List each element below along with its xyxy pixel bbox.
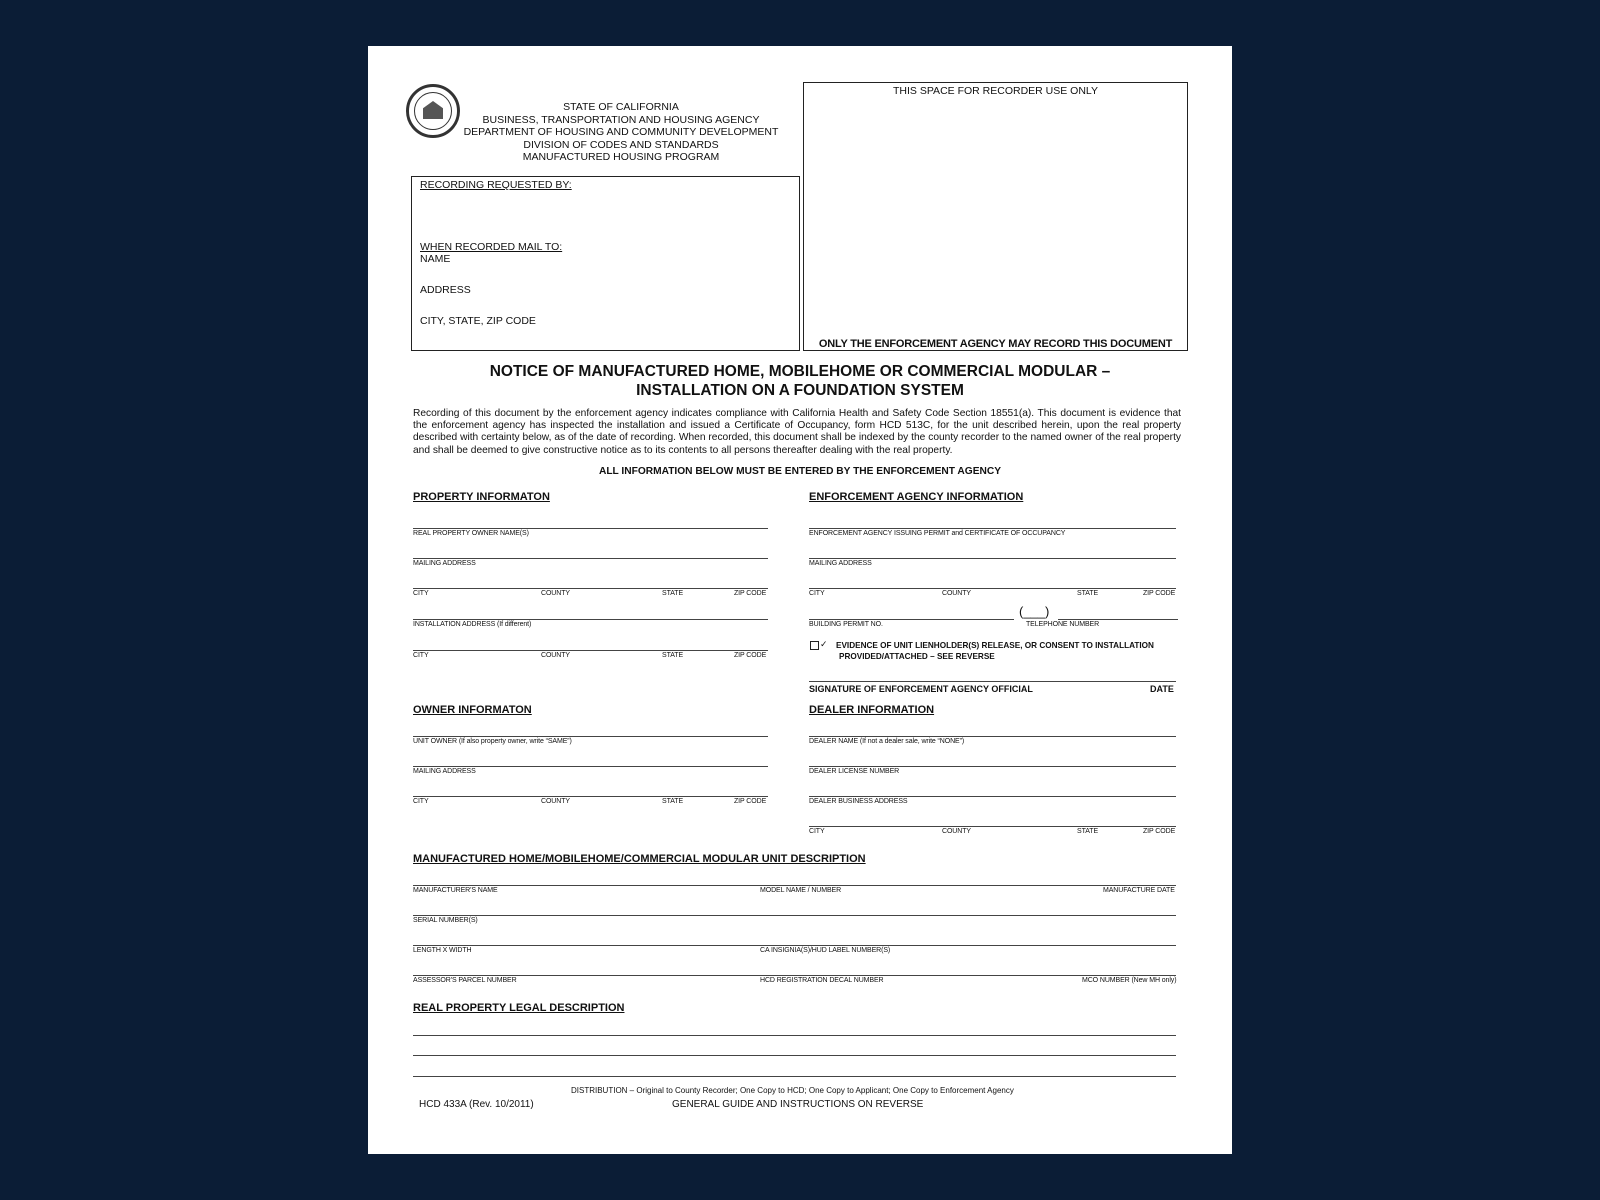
property-mailing-caption: MAILING ADDRESS [413, 560, 476, 567]
agency-line: MANUFACTURED HOUSING PROGRAM [522, 151, 720, 164]
general-guide-note: GENERAL GUIDE AND INSTRUCTIONS ON REVERSE [672, 1099, 924, 1110]
unit-description-heading: MANUFACTURED HOME/MOBILEHOME/COMMERCIAL MODULAR UNIT DESCRIPTION [413, 853, 866, 865]
phone-area-code-paren: (___) [1019, 604, 1050, 619]
agency-header [456, 101, 786, 164]
legal-description-heading: REAL PROPERTY LEGAL DESCRIPTION [413, 1002, 625, 1014]
dealer-business-field[interactable] [809, 796, 1176, 797]
agency-city-field[interactable] [809, 588, 1176, 589]
owner-state-caption: STATE [662, 798, 684, 805]
lienholder-evidence-line-1: EVIDENCE OF UNIT LIENHOLDER(S) RELEASE, OR CONSENT TO INSTALLATION [836, 641, 1154, 650]
date-caption: DATE [1150, 684, 1174, 694]
recorder-use-label: THIS SPACE FOR RECORDER USE ONLY [893, 85, 1098, 97]
unit-owner-caption: UNIT OWNER (If also property owner, write “SAME”) [413, 738, 572, 745]
form-number: HCD 433A (Rev. 10/2011) [419, 1099, 534, 1110]
owner-mailing-caption: MAILING ADDRESS [413, 768, 476, 775]
must-be-entered-notice: ALL INFORMATION BELOW MUST BE ENTERED BY THE ENFORCEMENT AGENCY [598, 466, 1002, 477]
dealer-city-caption: CITY [809, 828, 825, 835]
recorder-use-box [803, 82, 1188, 351]
mco-number-caption: MCO NUMBER (New MH only) [1082, 977, 1177, 984]
agency-line: DEPARTMENT OF HOUSING AND COMMUNITY DEVELOPMENT [463, 126, 779, 139]
recording-requested-box [411, 176, 800, 351]
telephone-field[interactable] [1058, 619, 1178, 620]
property-state-caption: STATE [662, 590, 684, 597]
form-page [368, 46, 1232, 1154]
agency-mailing-caption: MAILING ADDRESS [809, 560, 872, 567]
dealer-city-field[interactable] [809, 826, 1176, 827]
unit-owner-field[interactable] [413, 736, 768, 737]
dealer-zip-caption: ZIP CODE [1143, 828, 1176, 835]
property-city-caption: CITY [413, 590, 429, 597]
serial-number-caption: SERIAL NUMBER(S) [413, 917, 478, 924]
dealer-business-caption: DEALER BUSINESS ADDRESS [809, 798, 908, 805]
lienholder-evidence-line-2: PROVIDED/ATTACHED – SEE REVERSE [839, 652, 995, 661]
owner-info-heading: OWNER INFORMATON [413, 704, 532, 716]
hcd-seal-logo [406, 84, 460, 138]
agency-line: DIVISION OF CODES AND STANDARDS [523, 138, 719, 151]
owner-city-caption: CITY [413, 798, 429, 805]
issuing-agency-caption: ENFORCEMENT AGENCY ISSUING PERMIT and CERTIFICATE OF OCCUPANCY [809, 530, 1066, 537]
dealer-state-caption: STATE [1077, 828, 1099, 835]
owner-names-caption: REAL PROPERTY OWNER NAME(S) [413, 530, 529, 537]
title-line-1: NOTICE OF MANUFACTURED HOME, MOBILEHOME OR COMMERCIAL MODULAR – [489, 363, 1111, 380]
install-city-field[interactable] [413, 650, 768, 651]
intro-paragraph: Recording of this document by the enforcement agency indicates compliance with California Health and Safety Code Section 18551(a). This document is evidence that the enforcement agency has inspected the installation and issued a Certificate of Occupancy, form HCD 513C, for the unit described herein, upon the real property described with certainty below, as of the date of recording. When recorded, this document shall be indexed by the county recorder to the named owner of the real property and shall be deemed to give constructive notice as to its contents to all persons thereafter dealing with the real property. [413, 408, 1181, 456]
telephone-caption: TELEPHONE NUMBER [1026, 621, 1100, 628]
owner-zip-caption: ZIP CODE [734, 798, 767, 805]
agency-state-caption: STATE [1077, 590, 1099, 597]
legal-description-line-3[interactable] [413, 1076, 1176, 1077]
owner-names-field[interactable] [413, 528, 768, 529]
manufacturer-row-field[interactable] [413, 885, 1176, 886]
length-width-field[interactable] [413, 945, 1176, 946]
agency-line: STATE OF CALIFORNIA [563, 101, 679, 113]
model-caption: MODEL NAME / NUMBER [760, 887, 842, 894]
city-state-zip-label: CITY, STATE, ZIP CODE [420, 315, 536, 327]
installation-address-caption: INSTALLATION ADDRESS (If different) [413, 621, 532, 628]
parcel-number-field[interactable] [413, 975, 1176, 976]
owner-mailing-field[interactable] [413, 766, 768, 767]
agency-city-caption: CITY [809, 590, 825, 597]
manufacturer-caption: MANUFACTURER'S NAME [413, 887, 498, 894]
signature-field[interactable] [809, 681, 1176, 682]
recording-requested-label: RECORDING REQUESTED BY: [420, 179, 572, 191]
dealer-county-caption: COUNTY [942, 828, 971, 835]
decal-number-caption: HCD REGISTRATION DECAL NUMBER [760, 977, 884, 984]
property-mailing-field[interactable] [413, 558, 768, 559]
legal-description-line-2[interactable] [413, 1055, 1176, 1056]
dealer-license-caption: DEALER LICENSE NUMBER [809, 768, 900, 775]
property-county-caption: COUNTY [541, 590, 570, 597]
install-city-caption: CITY [413, 652, 429, 659]
property-zip-caption: ZIP CODE [734, 590, 767, 597]
owner-city-field[interactable] [413, 796, 768, 797]
address-label: ADDRESS [420, 284, 471, 296]
parcel-number-caption: ASSESSOR'S PARCEL NUMBER [413, 977, 517, 984]
building-permit-caption: BUILDING PERMIT NO. [809, 621, 883, 628]
legal-description-line-1[interactable] [413, 1035, 1176, 1036]
mail-to-label: WHEN RECORDED MAIL TO: [420, 241, 563, 253]
agency-county-caption: COUNTY [942, 590, 971, 597]
agency-mailing-field[interactable] [809, 558, 1176, 559]
dealer-name-field[interactable] [809, 736, 1176, 737]
signature-caption: SIGNATURE OF ENFORCEMENT AGENCY OFFICIAL [809, 684, 1033, 694]
property-info-heading: PROPERTY INFORMATON [413, 491, 550, 503]
enforcement-info-heading: ENFORCEMENT AGENCY INFORMATION [809, 491, 1024, 503]
distribution-note: DISTRIBUTION – Original to County Recorder; One Copy to HCD; One Copy to Applicant; One Copy to Enforcement Agency [571, 1086, 1014, 1095]
insignia-caption: CA INSIGNIA(S)/HUD LABEL NUMBER(S) [760, 947, 891, 954]
length-width-caption: LENGTH X WIDTH [413, 947, 472, 954]
dealer-name-caption: DEALER NAME (If not a dealer sale, write “NONE”) [809, 738, 965, 745]
install-zip-caption: ZIP CODE [734, 652, 767, 659]
check-mark-icon: ✓ [820, 639, 828, 649]
install-state-caption: STATE [662, 652, 684, 659]
manufacture-date-caption: MANUFACTURE DATE [1103, 887, 1175, 894]
form-title [368, 362, 1232, 400]
dealer-license-field[interactable] [809, 766, 1176, 767]
issuing-agency-field[interactable] [809, 528, 1176, 529]
dealer-info-heading: DEALER INFORMATION [809, 704, 935, 716]
owner-county-caption: COUNTY [541, 798, 570, 805]
building-permit-field[interactable] [809, 619, 1014, 620]
lienholder-release-checkbox[interactable] [810, 641, 819, 650]
install-county-caption: COUNTY [541, 652, 570, 659]
title-line-2: INSTALLATION ON A FOUNDATION SYSTEM [636, 382, 964, 399]
agency-line: BUSINESS, TRANSPORTATION AND HOUSING AGENCY [482, 113, 760, 126]
agency-zip-caption: ZIP CODE [1143, 590, 1176, 597]
property-city-field[interactable] [413, 588, 768, 589]
name-label: NAME [420, 253, 451, 265]
enforcement-only-label: ONLY THE ENFORCEMENT AGENCY MAY RECORD THIS DOCUMENT [818, 338, 1173, 350]
serial-number-field[interactable] [413, 915, 1176, 916]
installation-address-field[interactable] [413, 619, 768, 620]
